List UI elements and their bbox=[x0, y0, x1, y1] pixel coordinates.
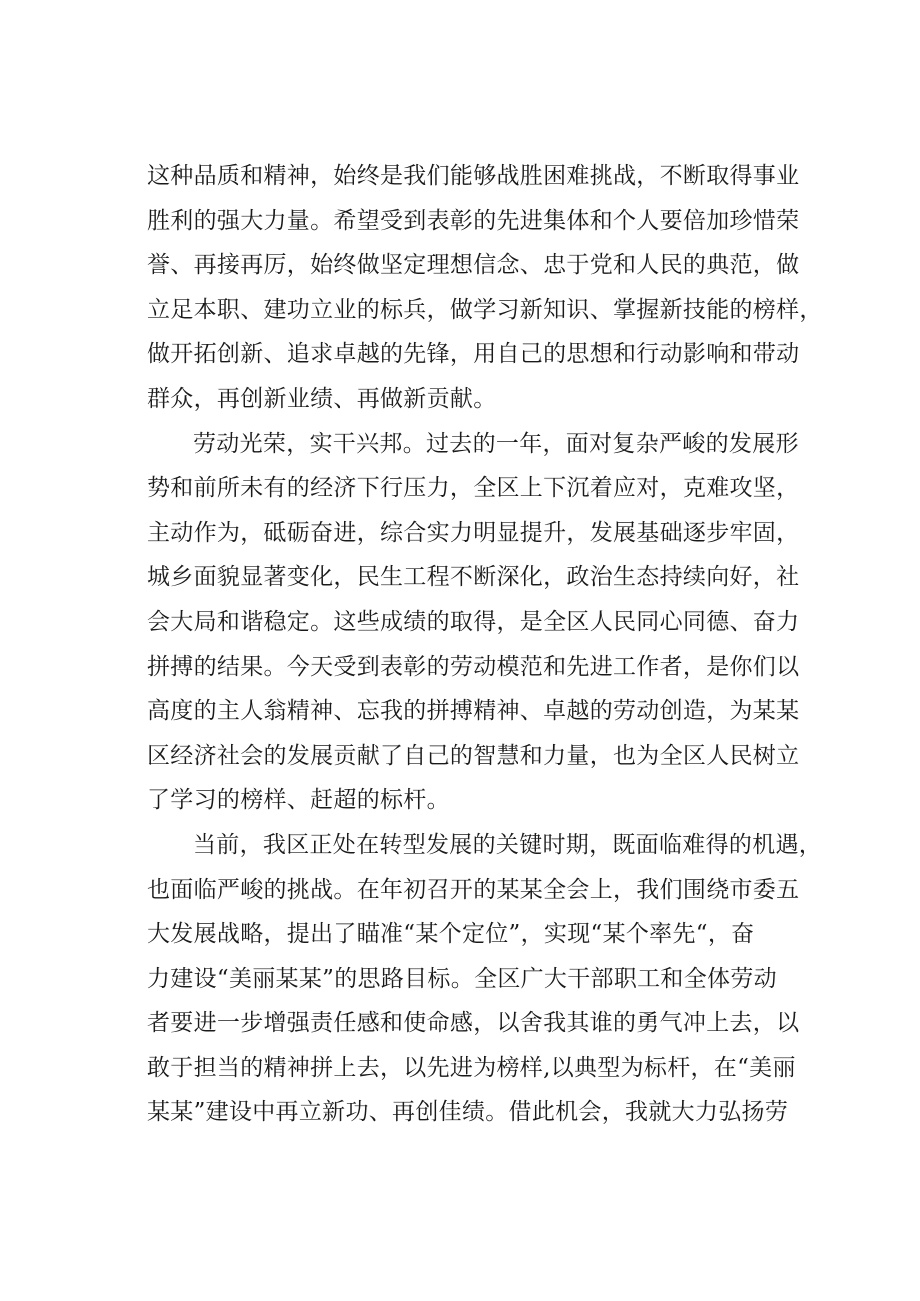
text-line: 势和前所未有的经济下行压力，全区上下沉着应对，克难攻坚， bbox=[147, 475, 800, 502]
text-line: 当前，我区正处在转型发展的关键时期，既面临难得的机遇， bbox=[193, 831, 823, 858]
text-line: 也面临严峻的挑战。在年初召开的某某全会上，我们围绕市委五 bbox=[147, 876, 800, 903]
text-line: 会大局和谐稳定。这些成绩的取得，是全区人民同心同德、奋力 bbox=[147, 608, 800, 635]
text-line: 某某”建设中再立新功、再创佳绩。借此机会，我就大力弘扬劳 bbox=[147, 1099, 789, 1126]
text-line: 者要进一步增强责任感和使命感，以舍我其谁的勇气冲上去，以 bbox=[147, 1010, 800, 1037]
text-line: 做开拓创新、追求卓越的先锋，用自己的思想和行动影响和带动 bbox=[147, 341, 800, 368]
paragraph-1 bbox=[147, 154, 823, 422]
paragraph-3 bbox=[147, 823, 823, 1135]
text-line: 了学习的榜样、赶超的标杆。 bbox=[147, 787, 450, 814]
text-line: 区经济社会的发展贡献了自己的智慧和力量，也为全区人民树立 bbox=[147, 742, 800, 769]
paragraph-2 bbox=[147, 422, 815, 823]
text-line: 胜利的强大力量。希望受到表彰的先进集体和个人要倍加珍惜荣 bbox=[147, 207, 800, 234]
document-body bbox=[147, 154, 823, 1135]
text-line: 群众，再创新业绩、再做新贡献。 bbox=[147, 385, 497, 412]
text-line: 高度的主人翁精神、忘我的拼搏精神、卓越的劳动创造，为某某 bbox=[147, 698, 800, 725]
text-line: 城乡面貌显著变化，民生工程不断深化，政治生态持续向好，社 bbox=[147, 564, 800, 591]
text-line: 大发展战略，提出了瞄准“某个定位”，实现“某个率先“，奋 bbox=[147, 921, 755, 948]
text-line: 誉、再接再厉，始终做坚定理想信念、忠于党和人民的典范，做 bbox=[147, 252, 800, 279]
text-line: 这种品质和精神，始终是我们能够战胜困难挑战，不断取得事业 bbox=[147, 163, 800, 189]
text-line: 拼搏的结果。今天受到表彰的劳动模范和先进工作者，是你们以 bbox=[147, 653, 800, 680]
text-line: 敢于担当的精神拼上去，以先进为榜样,以典型为标杆，在“美丽 bbox=[147, 1054, 796, 1081]
text-line: 立足本职、建功立业的标兵，做学习新知识、掌握新技能的榜样， bbox=[147, 296, 823, 323]
text-line: 劳动光荣，实干兴邦。过去的一年，面对复杂严峻的发展形 bbox=[193, 430, 799, 457]
text-line: 主动作为，砥砺奋进，综合实力明显提升，发展基础逐步牢固， bbox=[147, 519, 800, 546]
text-line: 力建设“美丽某某”的思路目标。全区广大干部职工和全体劳动 bbox=[147, 965, 777, 992]
